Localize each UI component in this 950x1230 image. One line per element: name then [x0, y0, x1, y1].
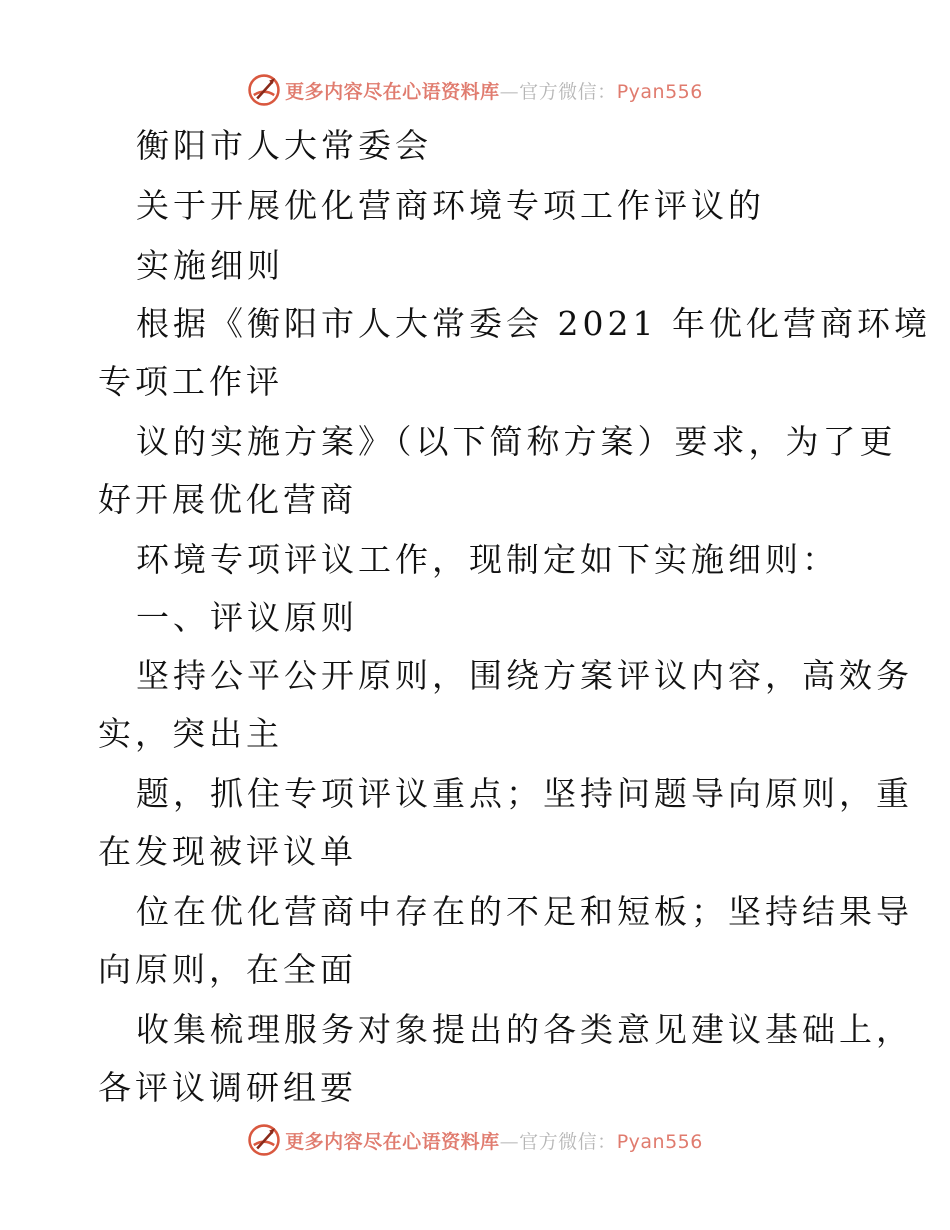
paragraph-line: 根据《衡阳市人大常委会 2021 年优化营商环境	[136, 304, 931, 343]
header-watermark	[0, 70, 950, 110]
paragraph-line: 实，突出主	[98, 714, 283, 753]
paragraph-line: 在发现被评议单	[98, 832, 357, 871]
paragraph-line: 好开展优化营商	[98, 480, 357, 519]
doc-title-main: 关于开展优化营商环境专项工作评议的	[136, 186, 765, 225]
section-heading: 一、评议原则	[136, 598, 358, 637]
watermark-text: 更多内容尽在心语资料库—官方微信：Pyan556	[285, 80, 703, 103]
paragraph-line: 收集梳理服务对象提出的各类意见建议基础上，	[136, 1010, 913, 1049]
paragraph-line: 专项工作评	[98, 362, 283, 401]
doc-title-sub: 实施细则	[136, 246, 284, 285]
paragraph-line: 环境专项评议工作，现制定如下实施细则：	[136, 540, 839, 579]
paragraph-line: 位在优化营商中存在的不足和短板；坚持结果导	[136, 892, 913, 931]
paragraph-line: 向原则，在全面	[98, 950, 357, 989]
paragraph-line: 各评议调研组要	[98, 1068, 357, 1107]
watermark-text: 更多内容尽在心语资料库—官方微信：Pyan556	[285, 1130, 703, 1153]
footer-watermark	[0, 1120, 950, 1160]
book-quill-icon	[247, 73, 281, 107]
book-quill-icon	[247, 1123, 281, 1157]
paragraph-line: 坚持公平公开原则，围绕方案评议内容，高效务	[136, 656, 913, 695]
paragraph-line: 题，抓住专项评议重点；坚持问题导向原则，重	[136, 774, 913, 813]
doc-title-org: 衡阳市人大常委会	[136, 126, 432, 165]
paragraph-line: 议的实施方案》（以下简称方案）要求，为了更	[136, 422, 897, 461]
